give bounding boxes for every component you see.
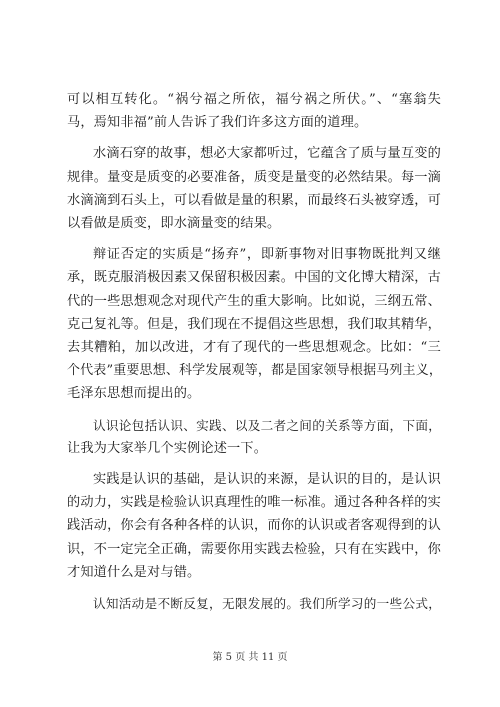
text-line: 规律。量变是质变的必要准备，质变是量变的必然结果。每一滴 xyxy=(67,169,441,185)
document-body xyxy=(67,88,441,615)
text-line: 可以相互转化。“祸兮福之所依，福兮祸之所伏。”、“塞翁失 xyxy=(67,92,441,107)
text-line: 实践是认识的基础，是认识的来源，是认识的目的，是认识 xyxy=(93,472,441,488)
text-line: 个代表”重要思想、科学发展观等，都是国家领导根据马列主义， xyxy=(67,363,442,379)
paragraph-2 xyxy=(67,142,441,235)
text-line: 马，焉知非福”前人告诉了我们许多这方面的道理。 xyxy=(67,115,368,131)
text-line: 的动力，实践是检验认识真理性的唯一标准。通过各种各样的实 xyxy=(67,495,441,511)
text-line: 去其糟粕，加以改进，才有了现代的一些思想观念。比如：“三 xyxy=(67,340,441,356)
text-line: 克己复礼等。但是，我们现在不提倡这些思想，我们取其精华， xyxy=(67,316,441,332)
text-line: 水滴滴到石头上，可以看做是量的积累，而最终石头被穿透，可 xyxy=(67,192,441,208)
text-line: 才知道什么是对与错。 xyxy=(67,564,201,580)
page-number-footer: 第 5 页 共 11 页 xyxy=(212,652,288,663)
text-line: 代的一些思想观念对现代产生的重大影响。比如说，三纲五常、 xyxy=(67,293,441,309)
text-line: 水滴石穿的故事，想必大家都听过，它蕴含了质与量互变的 xyxy=(93,146,441,162)
text-line: 以看做是质变，即水滴量变的结果。 xyxy=(67,216,281,232)
paragraph-3 xyxy=(67,243,441,405)
text-line: 践活动，你会有各种各样的认识，而你的认识或者客观得到的认 xyxy=(67,518,441,534)
text-line: 认识论包括认识、实践、以及二者之间的关系等方面，下面， xyxy=(93,417,441,433)
text-line: 让我为大家举几个实例论述一下。 xyxy=(67,440,268,456)
paragraph-6 xyxy=(67,592,441,615)
text-line: 识，不一定完全正确，需要你用实践去检验，只有在实践中，你 xyxy=(67,541,441,557)
paragraph-4 xyxy=(67,414,441,460)
text-line: 承，既克服消极因素又保留积极因素。中国的文化博大精深，古 xyxy=(67,270,441,286)
paragraph-1 xyxy=(67,88,441,134)
text-line: 毛泽东思想而提出的。 xyxy=(67,386,201,402)
text-line: 认知活动是不断反复，无限发展的。我们所学习的一些公式， xyxy=(93,596,441,612)
paragraph-5 xyxy=(67,468,441,584)
text-line: 辩证否定的实质是“扬弃”，即新事物对旧事物既批判又继 xyxy=(93,247,441,263)
